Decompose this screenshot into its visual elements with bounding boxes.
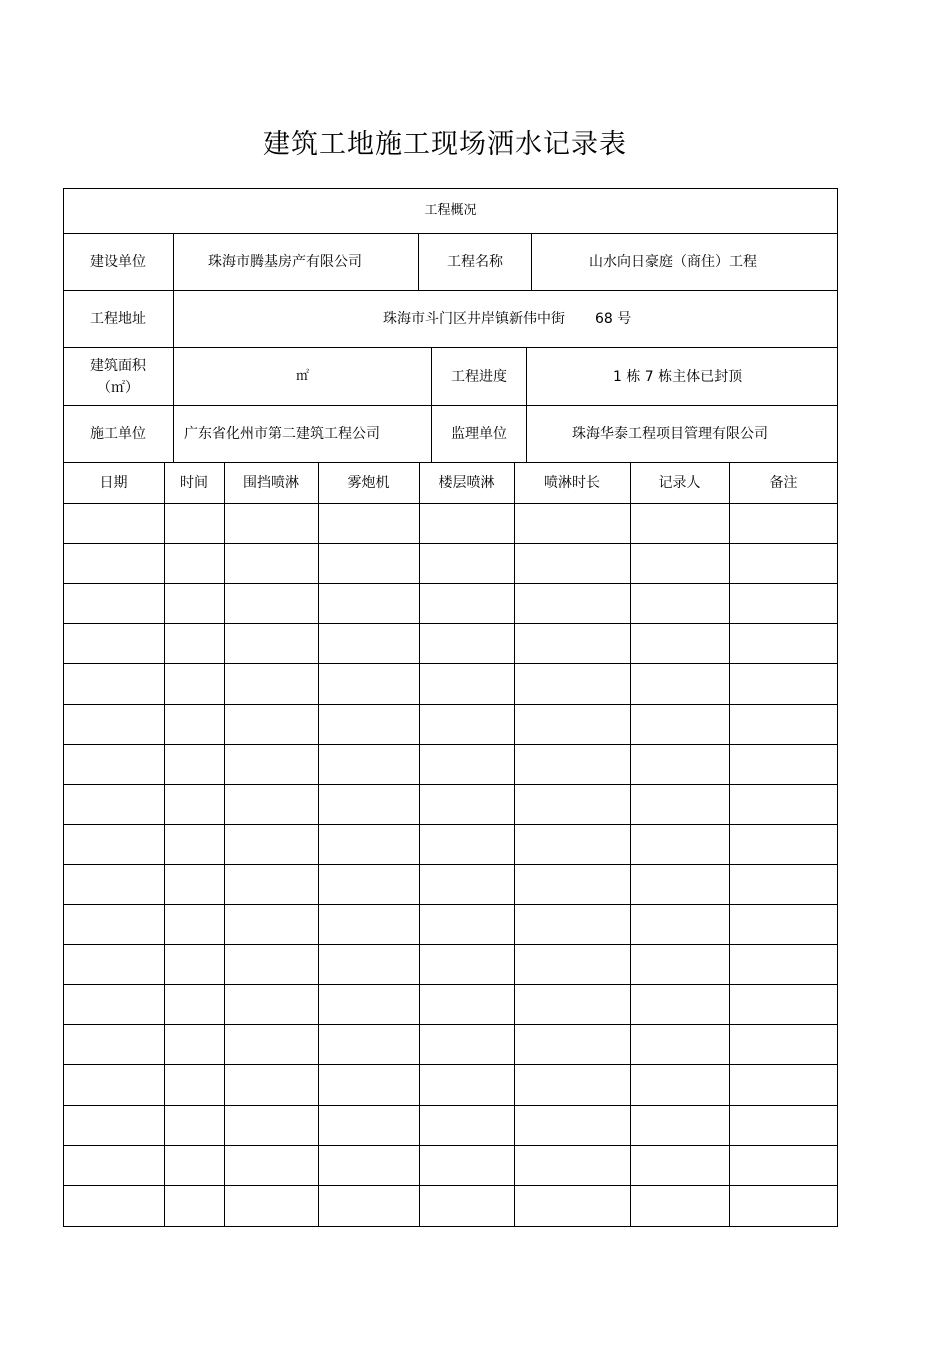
table-cell[interactable] <box>63 945 164 984</box>
table-cell[interactable] <box>630 1025 729 1064</box>
column-header: 日期 <box>99 474 128 491</box>
table-cell[interactable] <box>630 624 729 663</box>
progress-value: 1 栋 7 栋主体已封顶 <box>613 368 743 385</box>
table-cell[interactable] <box>318 1146 419 1185</box>
table-cell[interactable] <box>164 1025 224 1064</box>
table-cell[interactable] <box>164 1065 224 1104</box>
table-cell[interactable] <box>224 504 318 543</box>
table-cell[interactable] <box>419 945 514 984</box>
table-cell[interactable] <box>514 544 630 583</box>
table-cell[interactable] <box>514 624 630 663</box>
table-cell[interactable] <box>224 584 318 623</box>
table-cell[interactable] <box>63 544 164 583</box>
table-cell[interactable] <box>419 664 514 703</box>
table-cell[interactable] <box>63 785 164 824</box>
table-cell[interactable] <box>419 1025 514 1064</box>
table-cell[interactable] <box>729 664 838 703</box>
table-cell[interactable] <box>729 785 838 824</box>
column-header: 围挡喷淋 <box>243 474 299 491</box>
table-cell[interactable] <box>630 504 729 543</box>
table-cell[interactable] <box>224 1025 318 1064</box>
table-cell[interactable] <box>164 825 224 864</box>
table-cell[interactable] <box>224 664 318 703</box>
table-cell[interactable] <box>419 1186 514 1225</box>
table-cell[interactable] <box>164 584 224 623</box>
table-cell[interactable] <box>318 544 419 583</box>
table-cell[interactable] <box>630 905 729 944</box>
table-cell[interactable] <box>729 1106 838 1145</box>
table-cell[interactable] <box>63 865 164 904</box>
table-cell[interactable] <box>63 705 164 744</box>
table-cell[interactable] <box>318 705 419 744</box>
table-cell[interactable] <box>729 825 838 864</box>
table-cell[interactable] <box>630 825 729 864</box>
table-cell[interactable] <box>630 745 729 784</box>
table-cell[interactable] <box>729 945 838 984</box>
table-cell[interactable] <box>318 624 419 663</box>
table-cell[interactable] <box>164 865 224 904</box>
contractor-value: 广东省化州市第二建筑工程公司 <box>184 426 380 442</box>
table-cell[interactable] <box>63 1106 164 1145</box>
table-cell[interactable] <box>63 1146 164 1185</box>
table-cell[interactable] <box>630 705 729 744</box>
table-cell[interactable] <box>224 1106 318 1145</box>
address-number: 68 号 <box>595 311 632 327</box>
table-cell[interactable] <box>63 664 164 703</box>
table-cell[interactable] <box>164 1146 224 1185</box>
table-cell[interactable] <box>419 1065 514 1104</box>
table-cell[interactable] <box>224 1065 318 1104</box>
table-cell[interactable] <box>630 865 729 904</box>
table-cell[interactable] <box>63 1025 164 1064</box>
address-value-group <box>174 291 838 347</box>
table-cell[interactable] <box>729 745 838 784</box>
table-cell[interactable] <box>514 985 630 1024</box>
column-header: 记录人 <box>658 474 701 491</box>
table-cell[interactable] <box>514 1186 630 1225</box>
table-cell[interactable] <box>630 1186 729 1225</box>
table-cell[interactable] <box>318 905 419 944</box>
table-cell[interactable] <box>514 945 630 984</box>
table-cell[interactable] <box>514 785 630 824</box>
table-cell[interactable] <box>164 544 224 583</box>
table-cell[interactable] <box>419 705 514 744</box>
table-cell[interactable] <box>729 705 838 744</box>
contractor-label: 施工单位 <box>90 426 146 442</box>
table-cell[interactable] <box>164 664 224 703</box>
area-value: ㎡ <box>295 368 309 384</box>
page-title: 建筑工地施工现场洒水记录表 <box>263 129 627 160</box>
table-cell[interactable] <box>630 1146 729 1185</box>
table-cell[interactable] <box>419 624 514 663</box>
column-header: 备注 <box>769 474 798 491</box>
table-cell[interactable] <box>514 504 630 543</box>
table-cell[interactable] <box>318 865 419 904</box>
table-cell[interactable] <box>318 1186 419 1225</box>
table-cell[interactable] <box>419 985 514 1024</box>
table-cell[interactable] <box>318 985 419 1024</box>
table-cell[interactable] <box>224 905 318 944</box>
supervisor-label: 监理单位 <box>451 426 507 442</box>
table-cell[interactable] <box>630 584 729 623</box>
overview-heading: 工程概况 <box>424 202 477 218</box>
table-cell[interactable] <box>63 825 164 864</box>
address-label: 工程地址 <box>90 311 146 327</box>
column-header: 喷淋时长 <box>544 474 600 491</box>
table-cell[interactable] <box>514 1025 630 1064</box>
table-cell[interactable] <box>514 1146 630 1185</box>
table-cell[interactable] <box>224 945 318 984</box>
table-cell[interactable] <box>630 785 729 824</box>
table-cell[interactable] <box>514 905 630 944</box>
table-cell[interactable] <box>630 985 729 1024</box>
table-cell[interactable] <box>729 504 838 543</box>
table-cell[interactable] <box>318 1025 419 1064</box>
table-cell[interactable] <box>164 985 224 1024</box>
table-cell[interactable] <box>729 1186 838 1225</box>
supervisor-value: 珠海华泰工程项目管理有限公司 <box>572 426 768 442</box>
builder-value: 珠海市腾基房产有限公司 <box>208 254 362 270</box>
table-cell[interactable] <box>63 1186 164 1225</box>
table-cell[interactable] <box>224 785 318 824</box>
table-cell[interactable] <box>514 825 630 864</box>
table-cell[interactable] <box>63 745 164 784</box>
area-label-line2: （㎡） <box>97 379 139 396</box>
table-cell[interactable] <box>224 985 318 1024</box>
table-cell[interactable] <box>164 504 224 543</box>
table-cell[interactable] <box>419 745 514 784</box>
table-cell[interactable] <box>318 1065 419 1104</box>
table-cell[interactable] <box>224 1146 318 1185</box>
column-header: 雾炮机 <box>347 474 390 491</box>
table-cell[interactable] <box>514 705 630 744</box>
table-cell[interactable] <box>164 745 224 784</box>
table-cell[interactable] <box>729 1146 838 1185</box>
table-cell[interactable] <box>630 664 729 703</box>
table-cell[interactable] <box>729 985 838 1024</box>
table-cell[interactable] <box>729 544 838 583</box>
area-label-line1: 建筑面积 <box>90 357 146 374</box>
table-cell[interactable] <box>63 1065 164 1104</box>
table-cell[interactable] <box>419 584 514 623</box>
table-cell[interactable] <box>514 1106 630 1145</box>
project-name-label: 工程名称 <box>447 254 503 270</box>
table-cell[interactable] <box>514 664 630 703</box>
table-cell[interactable] <box>164 1106 224 1145</box>
table-cell[interactable] <box>164 624 224 663</box>
table-cell[interactable] <box>630 1106 729 1145</box>
table-cell[interactable] <box>729 865 838 904</box>
table-cell[interactable] <box>419 865 514 904</box>
table-cell[interactable] <box>164 1186 224 1225</box>
column-header: 时间 <box>180 474 208 491</box>
table-cell[interactable] <box>729 905 838 944</box>
area-label <box>63 348 173 405</box>
table-cell[interactable] <box>318 664 419 703</box>
table-cell[interactable] <box>318 745 419 784</box>
table-cell[interactable] <box>224 705 318 744</box>
table-cell[interactable] <box>164 785 224 824</box>
table-cell[interactable] <box>318 584 419 623</box>
table-cell[interactable] <box>514 584 630 623</box>
table-cell[interactable] <box>63 905 164 944</box>
table-cell[interactable] <box>318 945 419 984</box>
table-cell[interactable] <box>224 624 318 663</box>
table-cell[interactable] <box>630 544 729 583</box>
table-cell[interactable] <box>514 745 630 784</box>
builder-label: 建设单位 <box>90 254 146 270</box>
table-cell[interactable] <box>318 504 419 543</box>
table-cell[interactable] <box>514 1065 630 1104</box>
table-cell[interactable] <box>164 705 224 744</box>
table-cell[interactable] <box>224 544 318 583</box>
table-cell[interactable] <box>514 865 630 904</box>
table-cell[interactable] <box>63 584 164 623</box>
table-cell[interactable] <box>729 1025 838 1064</box>
address-value: 珠海市斗门区井岸镇新伟中街 <box>383 311 565 327</box>
table-cell[interactable] <box>729 584 838 623</box>
table-cell[interactable] <box>419 785 514 824</box>
table-cell[interactable] <box>419 544 514 583</box>
table-cell[interactable] <box>318 1106 419 1145</box>
project-name-value: 山水向日豪庭（商住）工程 <box>589 254 757 270</box>
table-cell[interactable] <box>224 745 318 784</box>
table-cell[interactable] <box>224 825 318 864</box>
table-cell[interactable] <box>63 624 164 663</box>
table-cell[interactable] <box>318 825 419 864</box>
table-cell[interactable] <box>224 865 318 904</box>
table-cell[interactable] <box>419 1106 514 1145</box>
table-cell[interactable] <box>224 1186 318 1225</box>
table-cell[interactable] <box>630 1065 729 1104</box>
table-cell[interactable] <box>729 1065 838 1104</box>
table-cell[interactable] <box>419 825 514 864</box>
table-cell[interactable] <box>419 1146 514 1185</box>
table-cell[interactable] <box>164 945 224 984</box>
table-cell[interactable] <box>164 905 224 944</box>
column-header: 楼层喷淋 <box>438 474 495 491</box>
table-cell[interactable] <box>318 785 419 824</box>
table-cell[interactable] <box>63 985 164 1024</box>
table-cell[interactable] <box>419 504 514 543</box>
table-cell[interactable] <box>630 945 729 984</box>
table-cell[interactable] <box>729 624 838 663</box>
table-cell[interactable] <box>63 504 164 543</box>
progress-label: 工程进度 <box>451 368 507 385</box>
table-cell[interactable] <box>419 905 514 944</box>
